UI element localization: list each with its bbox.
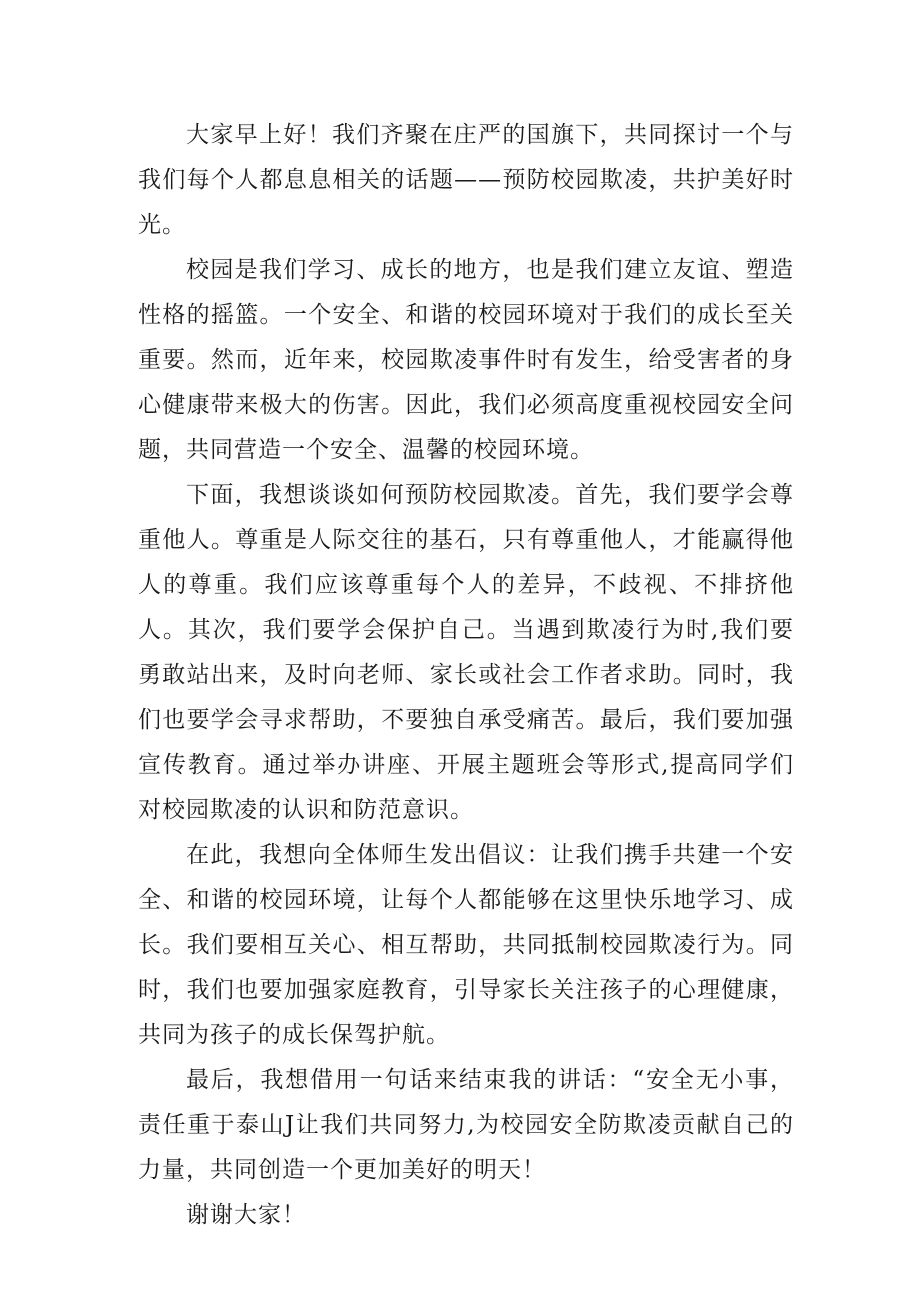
paragraph-initiative: 在此，我想向全体师生发出倡议：让我们携手共建一个安全、和谐的校园环境，让每个人都能够在这里快乐地学习、成长。我们要相互关心、相互帮助，共同抵制校园欺凌行为。同时，我们也要加强家庭教育，引导家长关注孩子的心理健康，共同为孩子的成长保驾护航。 — [138, 842, 794, 1048]
paragraph-prevention-methods: 下面，我想谈谈如何预防校园欺凌。首先，我们要学会尊重他人。尊重是人际交往的基石，只有尊重他人，才能赢得他人的尊重。我们应该尊重每个人的差异，不歧视、不排挤他人。其次，我们要学会保护自己。当遇到欺凌行为时,我们要勇敢站出来，及时向老师、家长或社会工作者求助。同时，我们也要学会寻求帮助，不要独自承受痛苦。最后，我们要加强宣传教育。通过举办讲座、开展主题班会等形式,提高同学们对校园欺凌的认识和防范意识。 — [138, 482, 794, 823]
speech-document — [138, 113, 794, 1238]
paragraph-closing: 最后，我想借用一句话来结束我的讲话：“安全无小事，责任重于泰山J让我们共同努力,为校园安全防欺凌贡献自己的力量，共同创造一个更加美好的明天！ — [138, 1067, 794, 1183]
paragraph-thanks: 谢谢大家！ — [186, 1202, 306, 1228]
paragraph-greeting: 大家早上好！我们齐聚在庄严的国旗下，共同探讨一个与我们每个人都息息相关的话题——预防校园欺凌，共护美好时光。 — [138, 122, 794, 238]
paragraph-campus-environment: 校园是我们学习、成长的地方，也是我们建立友谊、塑造性格的摇篮。一个安全、和谐的校园环境对于我们的成长至关重要。然而，近年来，校园欺凌事件时有发生，给受害者的身心健康带来极大的伤害。因此，我们必须高度重视校园安全问题，共同营造一个安全、温馨的校园环境。 — [138, 257, 794, 463]
